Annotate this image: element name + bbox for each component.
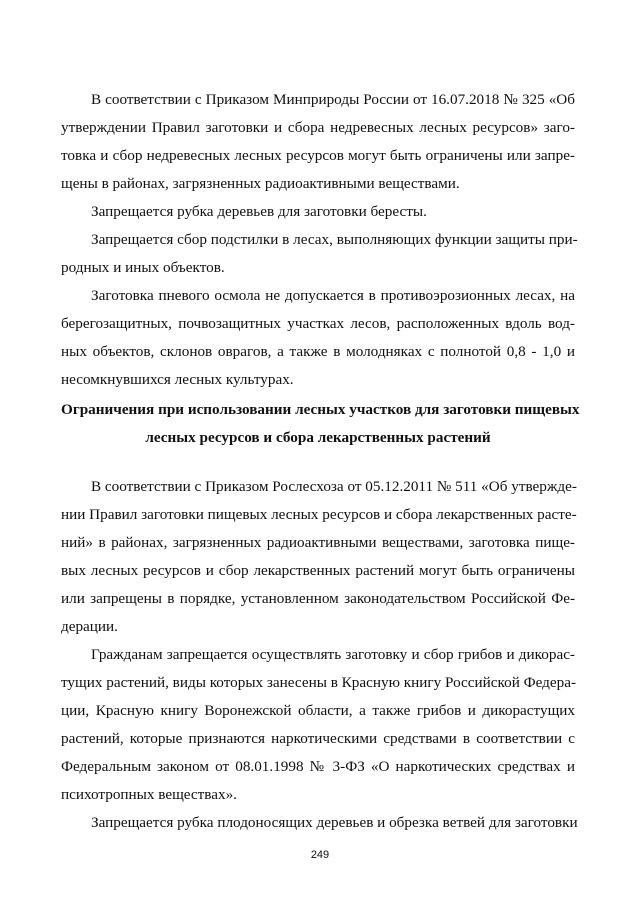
text-line: растений, которые признаются наркотическими средствами в соответствии с xyxy=(61,730,575,747)
text-line: В соответствии с Приказом Рослесхоза от 05.12.2011 № 511 «Об утвержде- xyxy=(91,478,577,495)
text-line: ции, Красную книгу Воронежской области, а также грибов и дикорастущих xyxy=(61,702,575,719)
text-line: несомкнувшихся лесных культурах. xyxy=(61,371,294,388)
text-line: Запрещается сбор подстилки в лесах, выполняющих функции защиты при- xyxy=(91,231,578,248)
text-line: берегозащитных, почвозащитных участках лесов, расположенных вдоль вод- xyxy=(61,315,575,332)
text-line: вых лесных ресурсов и сбор лекарственных растений могут быть ограничены xyxy=(61,562,575,579)
text-line: товка и сбор недревесных лесных ресурсов могут быть ограничены или запре- xyxy=(61,147,575,164)
text-line: Запрещается рубка деревьев для заготовки бересты. xyxy=(91,203,427,220)
text-line: психотропных веществах». xyxy=(61,786,237,803)
text-line: утверждении Правил заготовки и сбора недревесных лесных ресурсов» заго- xyxy=(61,119,575,136)
text-line: тущих растений, виды которых занесены в Красную книгу Российской Федера- xyxy=(61,674,577,691)
text-line: дерации. xyxy=(61,618,118,635)
text-line: родных и иных объектов. xyxy=(61,259,225,276)
text-line: Запрещается рубка плодоносящих деревьев и обрезка ветвей для заготовки xyxy=(91,814,578,831)
text-line: Гражданам запрещается осуществлять заготовку и сбор грибов и дикорас- xyxy=(91,646,575,663)
text-line: или запрещены в порядке, установленном законодательством Российской Фе- xyxy=(61,590,575,607)
heading-line: лесных ресурсов и сбора лекарственных растений xyxy=(145,429,491,446)
text-line: ний» в районах, загрязненных радиоактивными веществами, заготовка пище- xyxy=(61,534,575,551)
page-number: 249 xyxy=(310,849,330,861)
text-line: В соответствии с Приказом Минприроды России от 16.07.2018 № 325 «Об xyxy=(91,91,575,108)
text-line: щены в районах, загрязненных радиоактивными веществами. xyxy=(61,175,460,192)
heading-line: Ограничения при использовании лесных участков для заготовки пищевых xyxy=(61,401,580,418)
text-line: Федеральным законом от 08.01.1998 № 3-ФЗ «О наркотических средствах и xyxy=(61,758,575,775)
text-line: ных объектов, склонов оврагов, а также в молодняках с полнотой 0,8 - 1,0 и xyxy=(61,343,575,360)
text-line: нии Правил заготовки пищевых лесных ресурсов и сбора лекарственных расте- xyxy=(61,506,577,523)
text-line: Заготовка пневого осмола не допускается в противоэрозионных лесах, на xyxy=(91,287,575,304)
